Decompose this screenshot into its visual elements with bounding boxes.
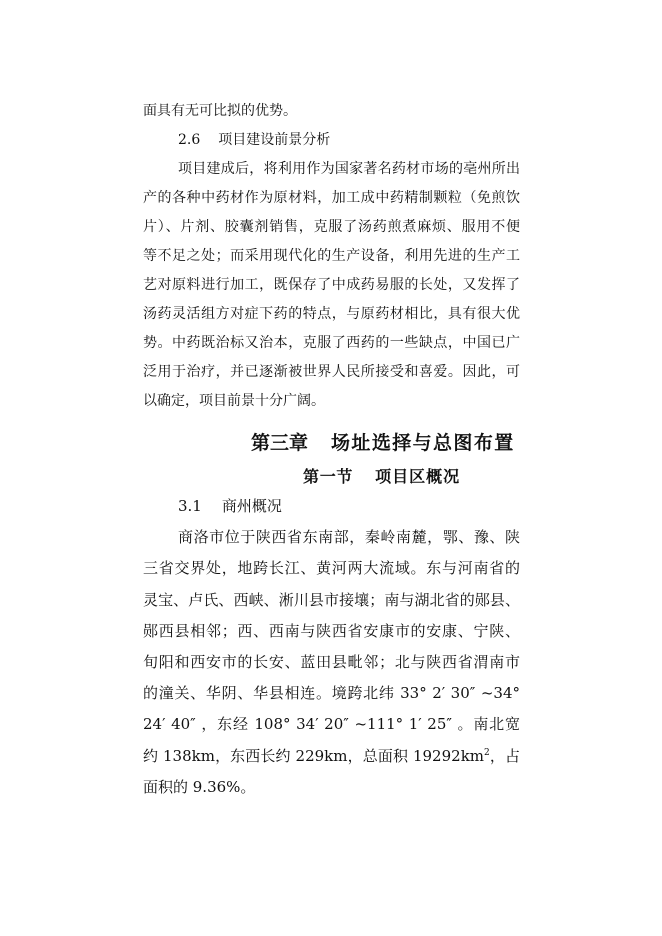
body-line: 商洛市位于陕西省东南部，秦岭南麓，鄂、豫、陕 bbox=[178, 528, 520, 547]
chapter-heading bbox=[251, 429, 515, 457]
area-text-before: 约 138km，东西长约 229km，总面积 19292km bbox=[143, 746, 485, 765]
body-line-last: 以确定，项目前景十分广阔。 bbox=[143, 393, 325, 409]
area-superscript: 2 bbox=[484, 747, 490, 758]
chapter-number: 第三章 bbox=[251, 432, 309, 454]
section-title: 项目建设前景分析 bbox=[218, 132, 331, 148]
body-line: 等不足之处；而采用现代化的生产设备，利用先进的生产工 bbox=[143, 248, 520, 264]
section-number: 2.6 bbox=[178, 132, 201, 148]
section-2-6-block bbox=[143, 97, 520, 416]
body-line: 汤药灵活组方对症下药的特点，与原药材相比，具有很大优 bbox=[143, 306, 520, 322]
body-line: 势。中药既治标又治本，克服了西药的一些缺点，中国已广 bbox=[143, 335, 520, 351]
body-line: 艺对原料进行加工，既保存了中成药易服的长处，又发挥了 bbox=[143, 277, 520, 293]
section-heading-2-6 bbox=[178, 126, 520, 155]
section-heading-title: 项目区概况 bbox=[375, 467, 461, 486]
body-line: 灵宝、卢氏、西峡、淅川县市接壤；南与湖北省的郧县、 bbox=[143, 590, 520, 609]
body-line: 项目建成后，将利用作为国家著名药材市场的亳州所出 bbox=[178, 161, 520, 177]
subsection-heading-3-1 bbox=[178, 491, 520, 522]
subsection-number: 3.1 bbox=[178, 497, 202, 515]
area-text-after: ，占 bbox=[489, 746, 520, 765]
chapter-title: 场址选择与总图布置 bbox=[331, 432, 515, 454]
body-line-area bbox=[143, 741, 520, 772]
subsection-3-1-block bbox=[143, 491, 520, 803]
body-line-last: 面积的 9.36%。 bbox=[143, 777, 256, 796]
body-line: 片）、片剂、胶囊剂销售，克服了汤药煎煮麻烦、服用不便 bbox=[143, 219, 520, 235]
body-line: 产的各种中药材作为原材料，加工成中药精制颗粒（免煎饮 bbox=[143, 190, 520, 206]
body-line: 泛用于治疗，并已逐渐被世界人民所接受和喜爱。因此，可 bbox=[143, 364, 520, 380]
body-line: 三省交界处，地跨长江、黄河两大流域。东与河南省的 bbox=[143, 559, 520, 578]
body-line: 的潼关、华阴、华县相连。境跨北纬 33° 2′ 30″ ~34° bbox=[143, 684, 520, 703]
section-heading-number: 第一节 bbox=[303, 467, 354, 486]
body-line: 旬阳和西安市的长安、蓝田县毗邻；北与陕西省渭南市 bbox=[143, 652, 520, 671]
subsection-title: 商州概况 bbox=[221, 497, 282, 515]
body-line: 24′ 40″ ，东经 108° 34′ 20″ ~111° 1′ 25″ 。南北宽 bbox=[143, 715, 520, 734]
section-heading bbox=[303, 464, 460, 490]
continuation-line: 面具有无可比拟的优势。 bbox=[143, 103, 297, 119]
body-line: 郧西县相邻；西、西南与陕西省安康市的安康、宁陕、 bbox=[143, 621, 520, 640]
